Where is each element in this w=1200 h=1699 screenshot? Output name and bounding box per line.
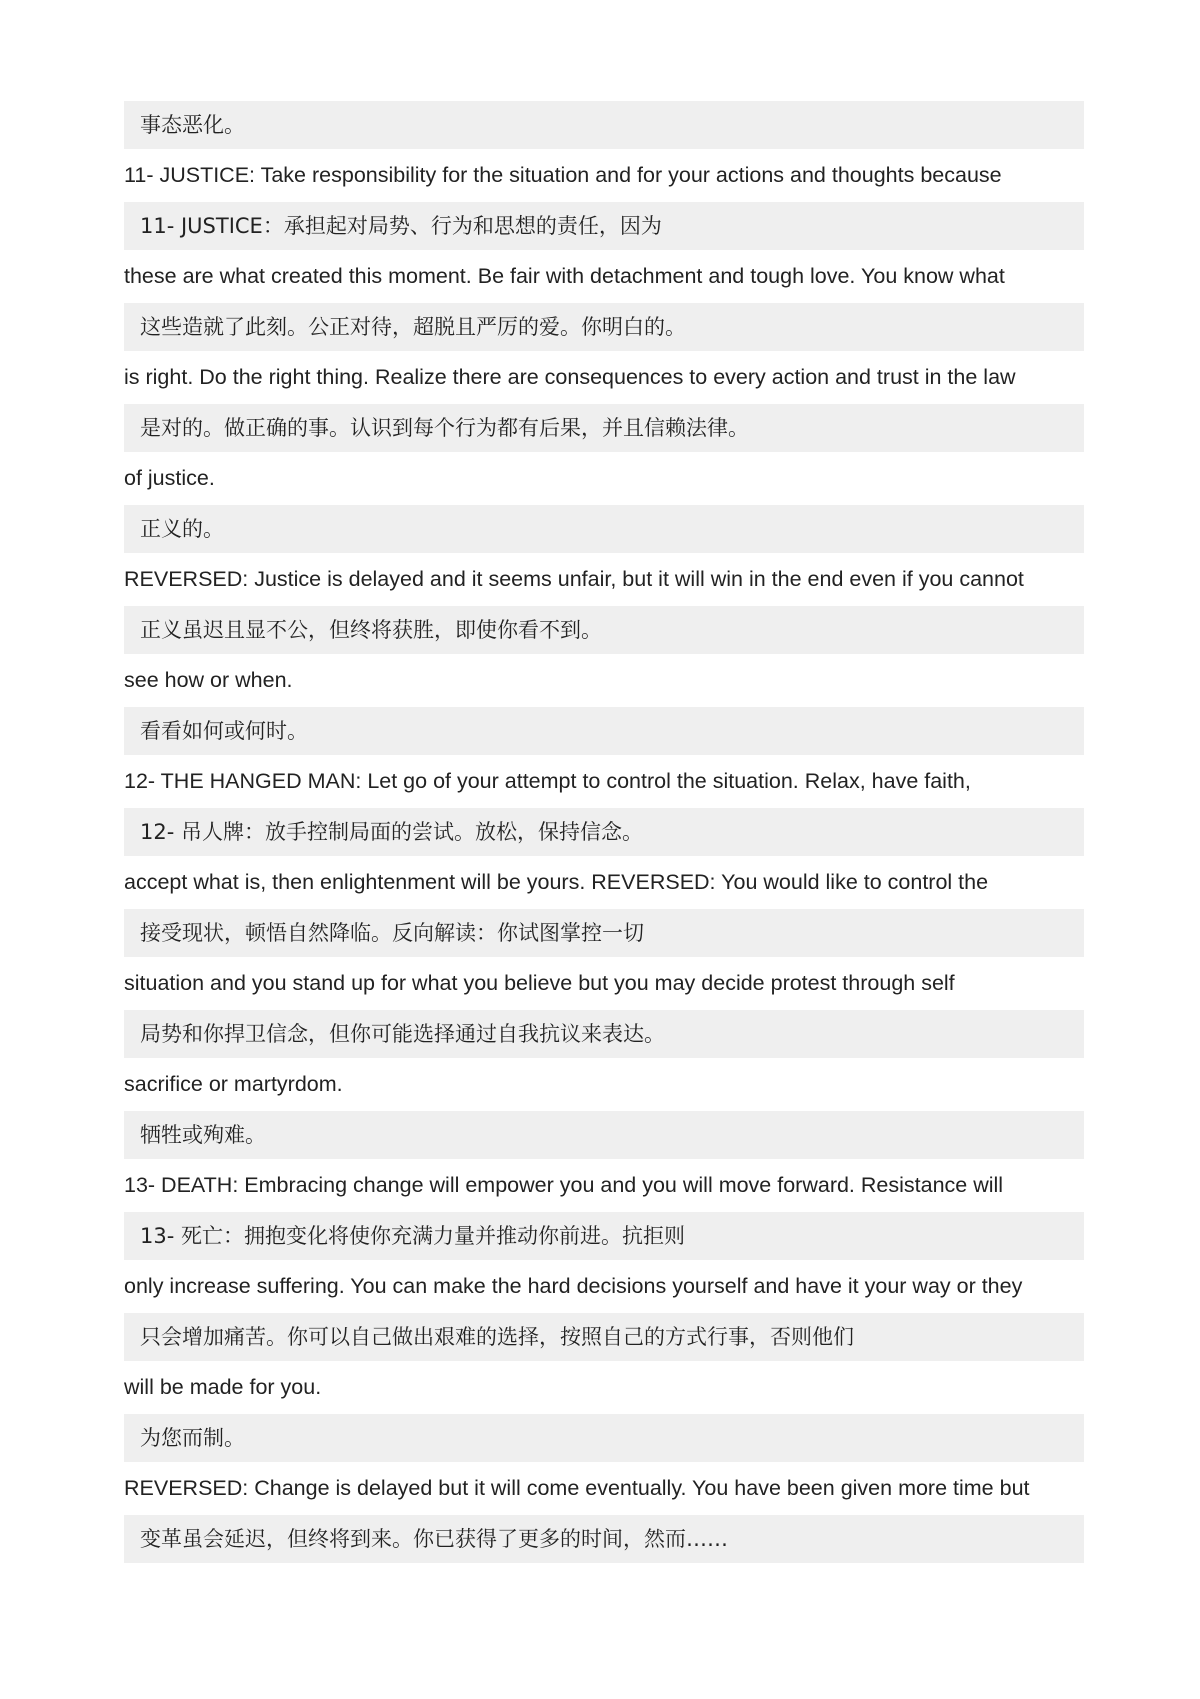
source-line: sacrifice or martyrdom. (124, 1072, 343, 1096)
source-line: REVERSED: Change is delayed but it will come eventually. You have been given more time but (124, 1476, 1030, 1500)
translation-line: 是对的。做正确的事。认识到每个行为都有后果，并且信赖法律。 (124, 404, 1084, 452)
source-line: 13- DEATH: Embracing change will empower you and you will move forward. Resistance will (124, 1173, 1004, 1197)
translation-line: 只会增加痛苦。你可以自己做出艰难的选择，按照自己的方式行事，否则他们 (124, 1313, 1084, 1361)
translation-line: 牺牲或殉难。 (124, 1111, 1084, 1159)
translation-line: 为您而制。 (124, 1414, 1084, 1462)
source-line: of justice. (124, 466, 215, 490)
source-line: accept what is, then enlightenment will be yours. REVERSED: You would like to control the (124, 870, 989, 894)
source-line: is right. Do the right thing. Realize there are consequences to every action and trust in the law (124, 365, 1016, 389)
translation-line: 正义的。 (124, 505, 1084, 553)
source-line: REVERSED: Justice is delayed and it seems unfair, but it will win in the end even if you cannot (124, 567, 1024, 591)
source-line: 11- JUSTICE: Take responsibility for the situation and for your actions and thoughts because (124, 163, 1002, 187)
document-page (124, 101, 1084, 1563)
translation-line: 13- 死亡：拥抱变化将使你充满力量并推动你前进。抗拒则 (124, 1212, 1084, 1260)
translation-line: 11- JUSTICE：承担起对局势、行为和思想的责任，因为 (124, 202, 1084, 250)
translation-line: 接受现状，顿悟自然降临。反向解读：你试图掌控一切 (124, 909, 1084, 957)
source-line: situation and you stand up for what you believe but you may decide protest through self (124, 971, 955, 995)
translation-line: 正义虽迟且显不公，但终将获胜，即使你看不到。 (124, 606, 1084, 654)
translation-line: 事态恶化。 (124, 101, 1084, 149)
source-line: 12- THE HANGED MAN: Let go of your attempt to control the situation. Relax, have faith, (124, 769, 971, 793)
source-line: only increase suffering. You can make the hard decisions yourself and have it your way or they (124, 1274, 1023, 1298)
translation-line: 看看如何或何时。 (124, 707, 1084, 755)
translation-line: 局势和你捍卫信念，但你可能选择通过自我抗议来表达。 (124, 1010, 1084, 1058)
translation-line: 这些造就了此刻。公正对待，超脱且严厉的爱。你明白的。 (124, 303, 1084, 351)
translation-line: 变革虽会延迟，但终将到来。你已获得了更多的时间，然而…… (124, 1515, 1084, 1563)
source-line: see how or when. (124, 668, 293, 692)
translation-line: 12- 吊人牌：放手控制局面的尝试。放松，保持信念。 (124, 808, 1084, 856)
source-line: will be made for you. (124, 1375, 322, 1399)
source-line: these are what created this moment. Be fair with detachment and tough love. You know what (124, 264, 1005, 288)
